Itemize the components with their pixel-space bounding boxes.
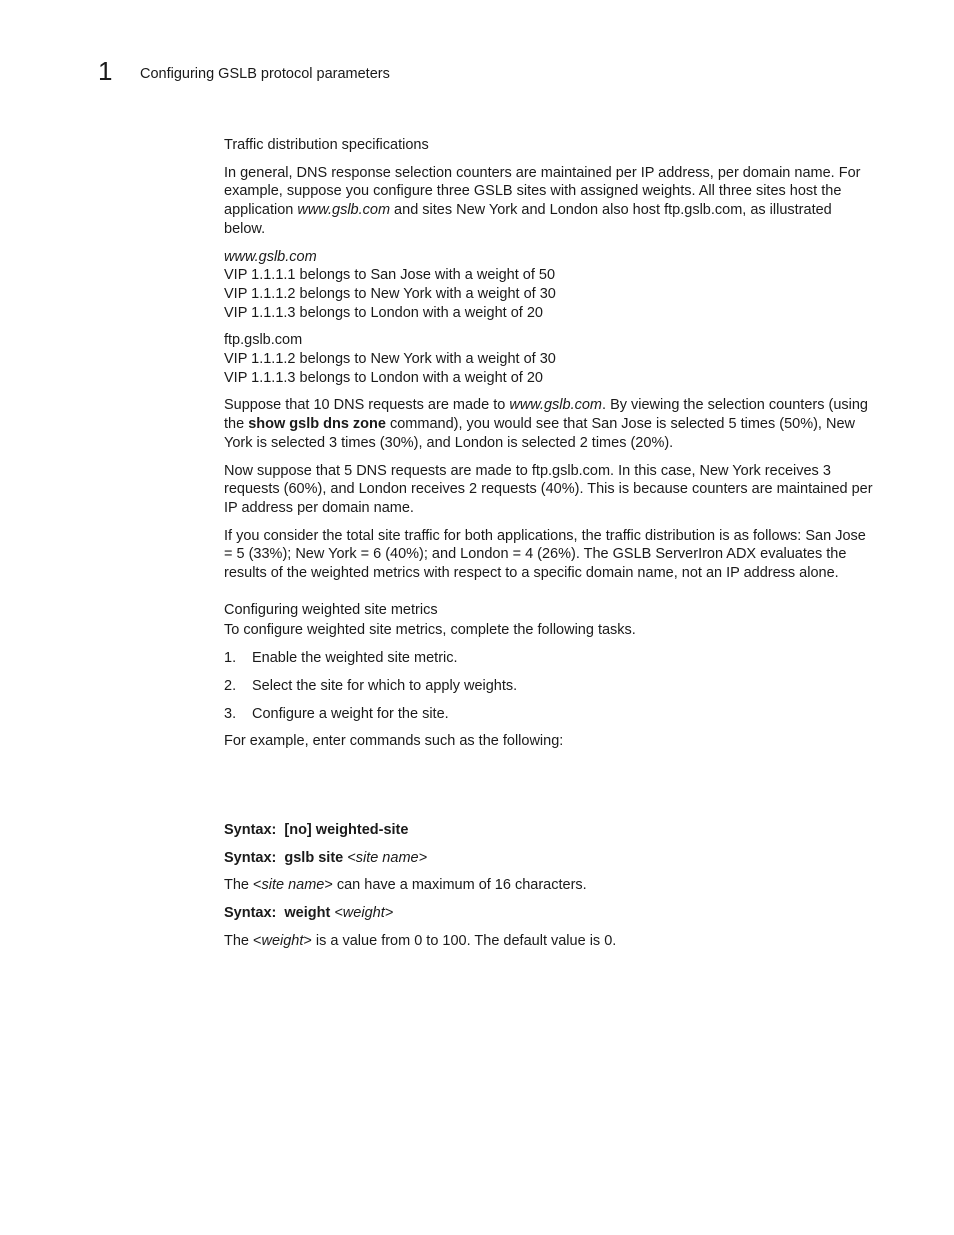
- desc-arg: site name: [261, 877, 325, 894]
- syntax-command: gslb site: [284, 849, 344, 866]
- syntax-weighted-site: [224, 821, 874, 840]
- vip-group-www: [224, 248, 874, 323]
- desc-arg: weight: [261, 932, 304, 949]
- intro-paragraph: [224, 164, 874, 239]
- step-number: 1.: [224, 650, 237, 667]
- vip-line: VIP 1.1.1.3 belongs to London with a weight of 20: [224, 304, 543, 321]
- now-paragraph: Now suppose that 5 DNS requests are made to ftp.gslb.com. In this case, New York receives 3 requests (60%), and London receives 2 requests (40%). This is because counters are maintained per IP address per domain name.: [224, 462, 873, 516]
- total-paragraph: If you consider the total site traffic for both applications, the traffic distribution is as follows: San Jose = 5 (33%); New York = 6 (40%); and London = 4 (26%). The GSLB ServerIron ADX evaluates the results of the weighted metrics with respect to a specific domain name, not an IP address alone.: [224, 527, 866, 582]
- syntax-label: Syntax:: [224, 905, 277, 922]
- vip-group-ftp: [224, 331, 874, 387]
- site-name-description: [224, 876, 874, 895]
- syntax-gslb-site: [224, 849, 874, 868]
- suppose-paragraph: [224, 396, 874, 452]
- section-heading-traffic: Traffic distribution specifications: [224, 137, 429, 153]
- syntax-label: Syntax:: [224, 821, 277, 838]
- intro-text-1: In general, DNS response selection counters are maintained per IP address, per domain name. For example, suppose you configure three GSLB sites with assigned weights. All three sites host the application: [224, 164, 861, 219]
- step-text: Configure a weight for the site.: [252, 705, 449, 722]
- vip-line: VIP 1.1.1.3 belongs to London with a weight of 20: [224, 369, 543, 386]
- step-text: Enable the weighted site metric.: [252, 650, 458, 667]
- syntax-argument: <site name>: [347, 849, 428, 866]
- step-text: Select the site for which to apply weights.: [252, 677, 518, 694]
- step-number: 2.: [224, 677, 237, 694]
- list-item: [224, 705, 874, 724]
- example-intro: For example, enter commands such as the following:: [224, 733, 564, 750]
- desc-text: The <: [224, 932, 262, 949]
- syntax-argument: <weight>: [334, 905, 394, 922]
- syntax-command: weight: [284, 905, 331, 922]
- chapter-number: 1: [98, 56, 113, 86]
- section-heading-weighted: Configuring weighted site metrics: [224, 601, 438, 618]
- page-content: [224, 136, 874, 951]
- group-domain-www: www.gslb.com: [224, 248, 317, 265]
- task-list: [224, 649, 874, 723]
- weight-description: [224, 932, 874, 951]
- suppose-text-3: command), you would see that San Jose is selected 5 times (50%), New York is selected 3 times (30%), and London is selected 2 times (20%).: [224, 416, 856, 451]
- suppose-text-1: Suppose that 10 DNS requests are made to: [224, 397, 510, 414]
- syntax-weight: [224, 904, 874, 923]
- syntax-label: Syntax:: [224, 849, 277, 866]
- desc-text: The <: [224, 877, 262, 894]
- list-item: [224, 649, 874, 668]
- desc-text: > can have a maximum of 16 characters.: [324, 877, 587, 894]
- suppose-text-2: . By viewing the selection counters (using the: [224, 397, 868, 433]
- weighted-intro: To configure weighted site metrics, complete the following tasks.: [224, 622, 636, 639]
- suppose-domain-italic: www.gslb.com: [509, 397, 603, 414]
- running-header-title: Configuring GSLB protocol parameters: [140, 66, 390, 82]
- step-number: 3.: [224, 705, 237, 722]
- vip-line: VIP 1.1.1.2 belongs to New York with a weight of 30: [224, 351, 556, 368]
- desc-text: > is a value from 0 to 100. The default value is 0.: [303, 932, 617, 949]
- list-item: [224, 677, 874, 696]
- intro-text-2: and sites New York and London also host ftp.gslb.com, as illustrated below.: [224, 202, 832, 237]
- syntax-command: [no] weighted-site: [284, 821, 409, 838]
- group-domain-ftp: ftp.gslb.com: [224, 332, 303, 349]
- vip-line: VIP 1.1.1.1 belongs to San Jose with a weight of 50: [224, 267, 556, 284]
- vip-line: VIP 1.1.1.2 belongs to New York with a weight of 30: [224, 285, 556, 302]
- intro-domain-italic: www.gslb.com: [297, 202, 391, 219]
- show-command: show gslb dns zone: [248, 416, 386, 433]
